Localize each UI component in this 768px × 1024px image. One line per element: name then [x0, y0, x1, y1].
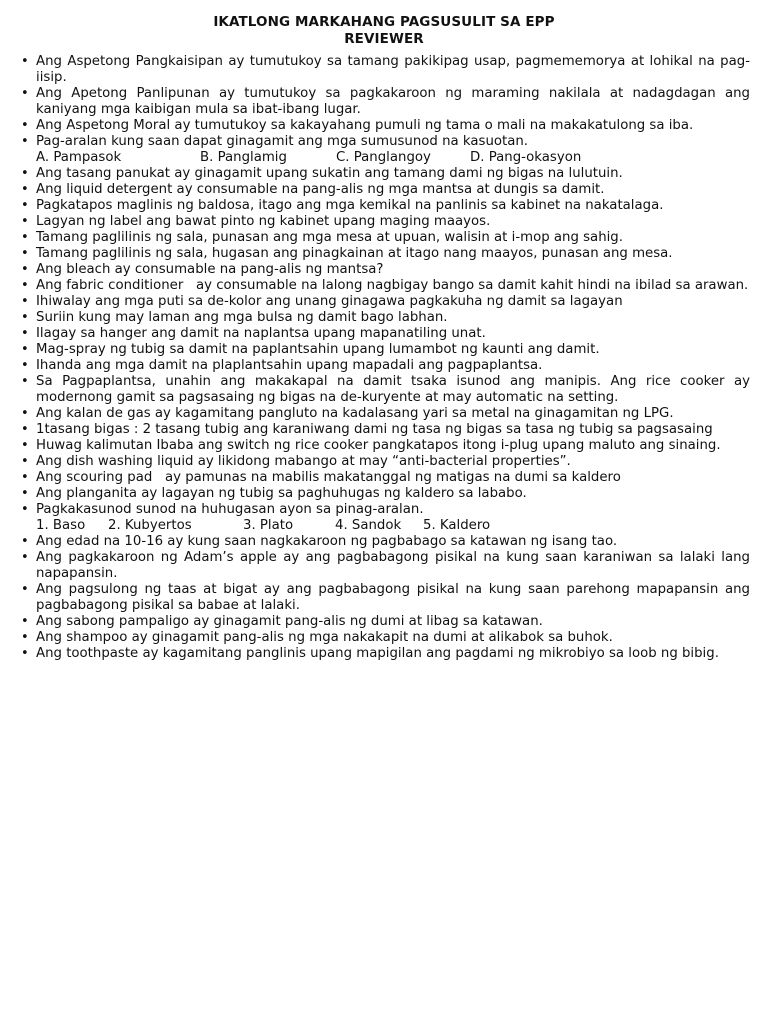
bullet-icon: • — [21, 326, 29, 341]
list-item-text: Ang fabric conditioner ay consumable na lalong nagbigay bango sa damit kahit hindi na ibilad sa arawan. — [36, 278, 749, 293]
list-item-text: Ang edad na 10-16 ay kung saan nagkakaroon ng pagbabago sa katawan ng isang tao. — [36, 534, 618, 549]
list-item — [18, 646, 750, 662]
list-item-text: Ang shampoo ay ginagamit pang-alis ng mga nakakapit na dumi at alikabok sa buhok. — [36, 630, 613, 645]
list-item — [18, 182, 750, 198]
list-item-text: Ang pagkakaroon ng Adam’s apple ay ang pagbabagong pisikal na kung saan karaniwan sa lalaki lang napapansin. — [36, 550, 750, 581]
list-item — [18, 246, 750, 262]
bullet-icon: • — [21, 342, 29, 357]
clothing-options — [36, 150, 750, 166]
bullet-icon: • — [21, 550, 29, 565]
list-item-text: Ang tasang panukat ay ginagamit upang sukatin ang tamang dami ng bigas na lulutuin. — [36, 166, 623, 181]
list-item-text: Ang sabong pampaligo ay ginagamit pang-alis ng dumi at libag sa katawan. — [36, 614, 543, 629]
bullet-icon: • — [21, 86, 29, 101]
washing-order — [36, 518, 750, 534]
bullet-icon: • — [21, 310, 29, 325]
order-item-4: 4. Sandok — [335, 518, 402, 533]
bullet-icon: • — [21, 262, 29, 277]
list-item — [18, 374, 750, 406]
list-item-text: Pagkakasunod sunod na huhugasan ayon sa pinag-aralan. — [36, 502, 424, 517]
list-item — [18, 166, 750, 182]
list-item — [18, 422, 750, 438]
list-item-text: Ihanda ang mga damit na plaplantsahin upang mapadali ang pagpaplantsa. — [36, 358, 543, 373]
title-line-2: REVIEWER — [344, 31, 424, 47]
list-item — [18, 54, 750, 86]
list-item — [18, 118, 750, 134]
bullet-icon: • — [21, 358, 29, 373]
list-item-text: Pag-aralan kung saan dapat ginagamit ang mga sumusunod na kasuotan. — [36, 134, 529, 149]
bullet-icon: • — [21, 214, 29, 229]
list-item-text: Ang liquid detergent ay consumable na pang-alis ng mga mantsa at dungis sa damit. — [36, 182, 605, 197]
bullet-icon: • — [21, 54, 29, 69]
order-item-3: 3. Plato — [243, 518, 294, 533]
bullet-icon: • — [21, 406, 29, 421]
bullet-icon: • — [21, 422, 29, 437]
bullet-icon: • — [21, 246, 29, 261]
list-item — [18, 438, 750, 454]
option-d: D. Pang-okasyon — [470, 150, 582, 165]
list-item — [18, 198, 750, 214]
list-item-text: Ang Apetong Panlipunan ay tumutukoy sa pagkakaroon ng maraming nakilala at nadagdagan ang kaniyang mga kaibigan mula sa ibat-ibang lugar. — [36, 86, 750, 117]
bullet-icon: • — [21, 534, 29, 549]
list-item — [18, 134, 750, 166]
list-item-text: Ang Aspetong Pangkaisipan ay tumutukoy sa tamang pakikipag usap, pagmememorya at lohikal na pag-iisip. — [36, 54, 750, 85]
list-item-text: Ang dish washing liquid ay likidong mabango at may “anti-bacterial properties”. — [36, 454, 571, 469]
bullet-icon: • — [21, 230, 29, 245]
list-item — [18, 262, 750, 278]
bullet-icon: • — [21, 486, 29, 501]
list-item — [18, 470, 750, 486]
list-item — [18, 614, 750, 630]
list-item — [18, 326, 750, 342]
list-item — [18, 486, 750, 502]
bullet-icon: • — [21, 438, 29, 453]
list-item-text: Ang scouring pad ay pamunas na mabilis makatanggal ng matigas na dumi sa kaldero — [36, 470, 621, 485]
bullet-icon: • — [21, 646, 29, 661]
bullet-icon: • — [21, 470, 29, 485]
list-item — [18, 534, 750, 550]
list-item-text: Suriin kung may laman ang mga bulsa ng damit bago labhan. — [36, 310, 448, 325]
bullet-icon: • — [21, 582, 29, 597]
list-item — [18, 294, 750, 310]
list-item-text: 1tasang bigas : 2 tasang tubig ang karaniwang dami ng tasa ng bigas sa tasa ng tubig sa pagsasaing — [36, 422, 713, 437]
bullet-icon: • — [21, 614, 29, 629]
list-item-text: Ilagay sa hanger ang damit na naplantsa upang mapanatiling unat. — [36, 326, 486, 341]
list-item-text: Ang pagsulong ng taas at bigat ay ang pagbabagong pisikal na kung saan parehong mapapansin ang pagbabagong pisikal sa babae at lalaki. — [36, 582, 750, 613]
bullet-icon: • — [21, 198, 29, 213]
option-a: A. Pampasok — [36, 150, 122, 165]
option-c: C. Panglangoy — [336, 150, 431, 165]
reviewer-bullet-list — [18, 54, 750, 662]
list-item — [18, 582, 750, 614]
list-item-text: Huwag kalimutan Ibaba ang switch ng rice cooker pangkatapos itong i-plug upang maluto ang sinaing. — [36, 438, 721, 453]
list-item — [18, 502, 750, 534]
bullet-icon: • — [21, 118, 29, 133]
list-item-text: Ang toothpaste ay kagamitang panglinis upang mapigilan ang pagdami ng mikrobiyo sa loob ng bibig. — [36, 646, 719, 661]
bullet-icon: • — [21, 502, 29, 517]
bullet-icon: • — [21, 454, 29, 469]
list-item — [18, 406, 750, 422]
list-item-text: Pagkatapos maglinis ng baldosa, itago ang mga kemikal na panlinis sa kabinet na nakatalaga. — [36, 198, 664, 213]
list-item — [18, 630, 750, 646]
bullet-icon: • — [21, 374, 29, 389]
list-item-text: Ang kalan de gas ay kagamitang pangluto na kadalasang yari sa metal na ginagamitan ng LPG. — [36, 406, 674, 421]
list-item-text: Ihiwalay ang mga puti sa de-kolor ang unang ginagawa pagkakuha ng damit sa lagayan — [36, 294, 623, 309]
list-item — [18, 358, 750, 374]
list-item — [18, 342, 750, 358]
list-item-text: Ang bleach ay consumable na pang-alis ng mantsa? — [36, 262, 384, 277]
order-item-1: 1. Baso — [36, 518, 86, 533]
title-line-1: IKATLONG MARKAHANG PAGSUSULIT SA EPP — [213, 14, 555, 30]
order-item-5: 5. Kaldero — [423, 518, 491, 533]
bullet-icon: • — [21, 294, 29, 309]
option-b: B. Panglamig — [200, 150, 287, 165]
bullet-icon: • — [21, 182, 29, 197]
list-item-text: Ang Aspetong Moral ay tumutukoy sa kakayahang pumuli ng tama o mali na makakatulong sa iba. — [36, 118, 694, 133]
document-title — [18, 14, 750, 48]
list-item-text: Ang planganita ay lagayan ng tubig sa paghuhugas ng kaldero sa lababo. — [36, 486, 527, 501]
order-item-2: 2. Kubyertos — [108, 518, 192, 533]
list-item-text: Tamang paglilinis ng sala, punasan ang mga mesa at upuan, walisin at i-mop ang sahig. — [36, 230, 623, 245]
list-item-text: Mag-spray ng tubig sa damit na paplantsahin upang lumambot ng kaunti ang damit. — [36, 342, 600, 357]
bullet-icon: • — [21, 278, 29, 293]
list-item — [18, 214, 750, 230]
list-item — [18, 278, 750, 294]
bullet-icon: • — [21, 630, 29, 645]
list-item — [18, 230, 750, 246]
bullet-icon: • — [21, 166, 29, 181]
list-item-text: Lagyan ng label ang bawat pinto ng kabinet upang maging maayos. — [36, 214, 491, 229]
list-item — [18, 550, 750, 582]
list-item — [18, 86, 750, 118]
bullet-icon: • — [21, 134, 29, 149]
list-item — [18, 454, 750, 470]
list-item-text: Tamang paglilinis ng sala, hugasan ang pinagkainan at itago nang maayos, punasan ang mesa. — [36, 246, 673, 261]
list-item-text: Sa Pagpaplantsa, unahin ang makakapal na damit tsaka isunod ang manipis. Ang rice cooker ay modernong gamit sa pagsasaing ng bigas na de-kuryente at may automatic na setting. — [36, 374, 750, 405]
list-item — [18, 310, 750, 326]
